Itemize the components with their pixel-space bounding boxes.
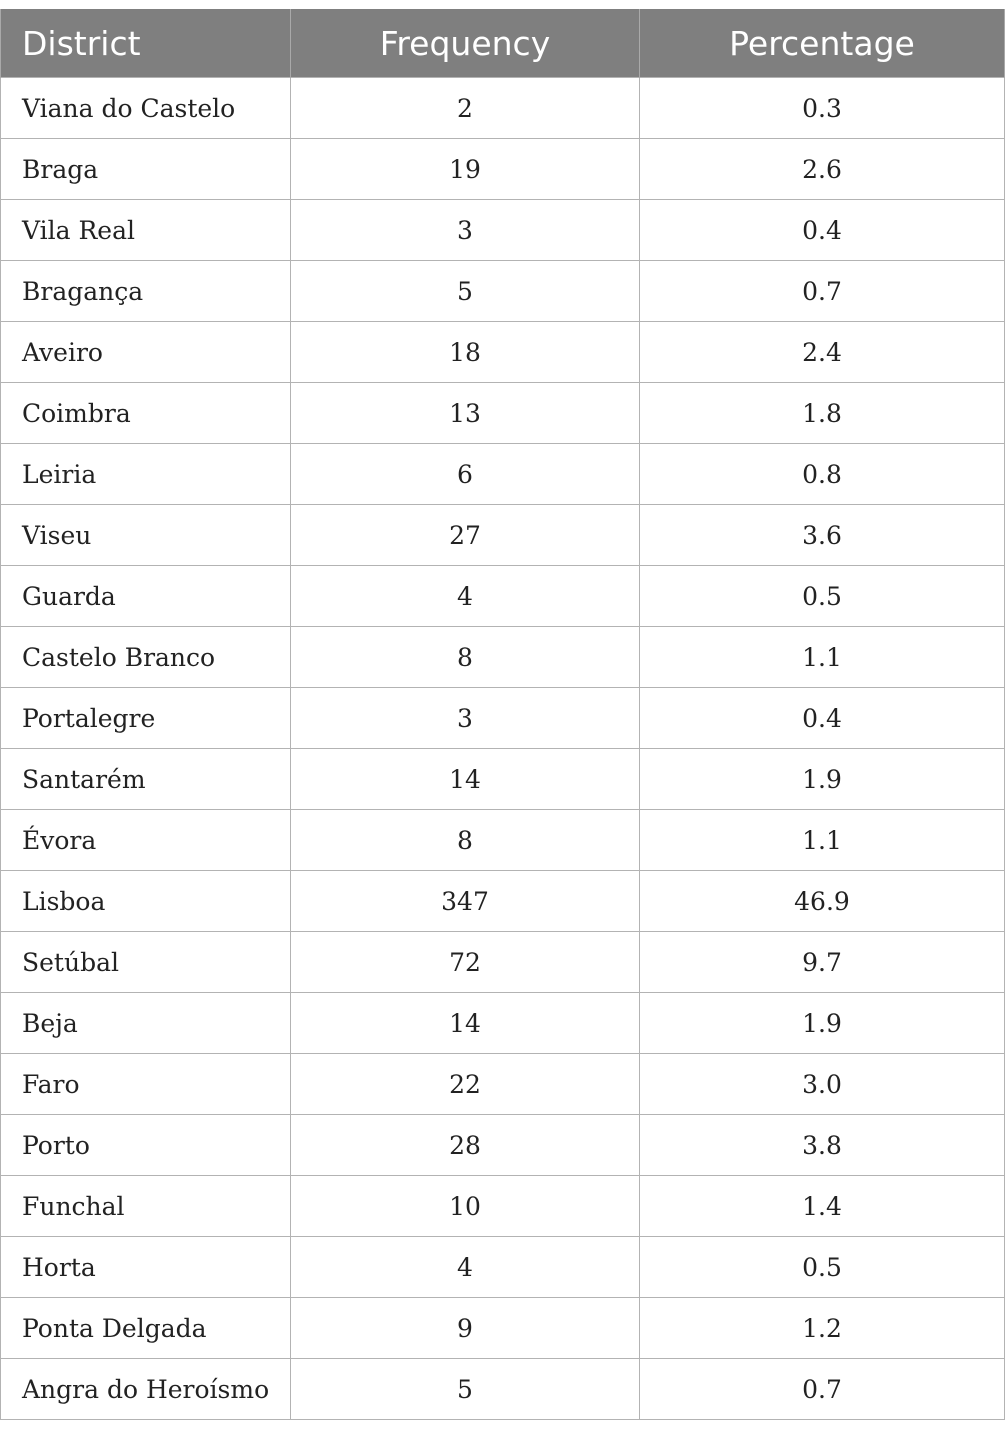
percentage-cell: 2.4: [640, 322, 1005, 383]
district-cell: Viana do Castelo: [1, 78, 291, 139]
table-row: [1, 505, 1005, 566]
percentage-cell: 0.4: [640, 200, 1005, 261]
table-row: [1, 1298, 1005, 1359]
table-row: [1, 322, 1005, 383]
table-row: [1, 1359, 1005, 1420]
frequency-cell: 3: [291, 688, 640, 749]
frequency-cell: 14: [291, 749, 640, 810]
district-cell: Horta: [1, 1237, 291, 1298]
district-cell: Angra do Heroísmo: [1, 1359, 291, 1420]
district-cell: Lisboa: [1, 871, 291, 932]
district-cell: Faro: [1, 1054, 291, 1115]
table-row: [1, 749, 1005, 810]
table-row: [1, 200, 1005, 261]
header-district: District: [1, 9, 291, 78]
district-cell: Bragança: [1, 261, 291, 322]
table-header: [1, 9, 1005, 78]
table-row: [1, 78, 1005, 139]
table-row: [1, 1115, 1005, 1176]
frequency-cell: 72: [291, 932, 640, 993]
percentage-cell: 1.1: [640, 627, 1005, 688]
percentage-cell: 1.1: [640, 810, 1005, 871]
percentage-cell: 3.8: [640, 1115, 1005, 1176]
percentage-cell: 1.4: [640, 1176, 1005, 1237]
frequency-cell: 13: [291, 383, 640, 444]
percentage-cell: 0.8: [640, 444, 1005, 505]
district-cell: Beja: [1, 993, 291, 1054]
frequency-cell: 10: [291, 1176, 640, 1237]
percentage-cell: 2.6: [640, 139, 1005, 200]
district-frequency-table-container: [0, 9, 1004, 1420]
table-body: [1, 78, 1005, 1420]
table-row: [1, 261, 1005, 322]
frequency-cell: 2: [291, 78, 640, 139]
percentage-cell: 9.7: [640, 932, 1005, 993]
frequency-cell: 19: [291, 139, 640, 200]
percentage-cell: 46.9: [640, 871, 1005, 932]
percentage-cell: 1.8: [640, 383, 1005, 444]
table-row: [1, 1054, 1005, 1115]
table-row: [1, 993, 1005, 1054]
frequency-cell: 28: [291, 1115, 640, 1176]
district-cell: Braga: [1, 139, 291, 200]
frequency-cell: 27: [291, 505, 640, 566]
table-row: [1, 139, 1005, 200]
percentage-cell: 0.5: [640, 1237, 1005, 1298]
percentage-cell: 0.4: [640, 688, 1005, 749]
percentage-cell: 0.3: [640, 78, 1005, 139]
district-cell: Funchal: [1, 1176, 291, 1237]
frequency-cell: 4: [291, 566, 640, 627]
percentage-cell: 1.9: [640, 749, 1005, 810]
table-row: [1, 566, 1005, 627]
table-row: [1, 444, 1005, 505]
district-cell: Viseu: [1, 505, 291, 566]
frequency-cell: 22: [291, 1054, 640, 1115]
district-cell: Guarda: [1, 566, 291, 627]
percentage-cell: 1.9: [640, 993, 1005, 1054]
header-frequency: Frequency: [291, 9, 640, 78]
percentage-cell: 3.0: [640, 1054, 1005, 1115]
table-row: [1, 932, 1005, 993]
frequency-cell: 3: [291, 200, 640, 261]
table-row: [1, 688, 1005, 749]
table-row: [1, 1176, 1005, 1237]
header-percentage: Percentage: [640, 9, 1005, 78]
table-row: [1, 627, 1005, 688]
frequency-cell: 5: [291, 261, 640, 322]
district-cell: Setúbal: [1, 932, 291, 993]
percentage-cell: 1.2: [640, 1298, 1005, 1359]
table-row: [1, 810, 1005, 871]
district-cell: Vila Real: [1, 200, 291, 261]
frequency-cell: 6: [291, 444, 640, 505]
table-row: [1, 871, 1005, 932]
district-cell: Portalegre: [1, 688, 291, 749]
frequency-cell: 8: [291, 810, 640, 871]
percentage-cell: 3.6: [640, 505, 1005, 566]
district-cell: Castelo Branco: [1, 627, 291, 688]
district-cell: Porto: [1, 1115, 291, 1176]
table-row: [1, 383, 1005, 444]
district-cell: Coimbra: [1, 383, 291, 444]
frequency-cell: 18: [291, 322, 640, 383]
frequency-cell: 9: [291, 1298, 640, 1359]
district-cell: Évora: [1, 810, 291, 871]
percentage-cell: 0.5: [640, 566, 1005, 627]
frequency-cell: 347: [291, 871, 640, 932]
district-cell: Santarém: [1, 749, 291, 810]
frequency-cell: 8: [291, 627, 640, 688]
frequency-cell: 14: [291, 993, 640, 1054]
district-cell: Ponta Delgada: [1, 1298, 291, 1359]
percentage-cell: 0.7: [640, 1359, 1005, 1420]
frequency-cell: 4: [291, 1237, 640, 1298]
percentage-cell: 0.7: [640, 261, 1005, 322]
district-cell: Leiria: [1, 444, 291, 505]
frequency-cell: 5: [291, 1359, 640, 1420]
header-row: [1, 9, 1005, 78]
district-frequency-table: [0, 9, 1005, 1420]
table-row: [1, 1237, 1005, 1298]
district-cell: Aveiro: [1, 322, 291, 383]
